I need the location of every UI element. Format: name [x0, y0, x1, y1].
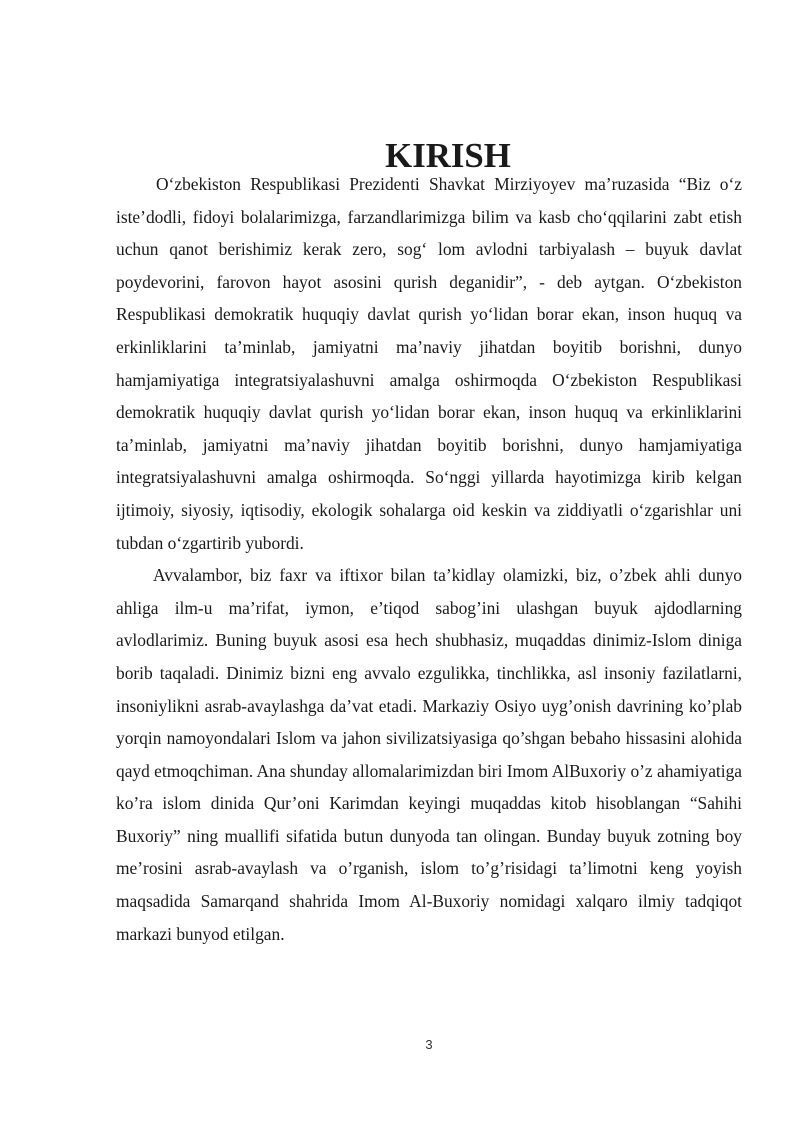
paragraph-2: Avvalambor, biz faxr va iftixor bilan ta’kidlay olamizki, biz, o’zbek ahli dunyo ahliga ilm-u ma’rifat, iymon, e’tiqod sabog’ini ulashgan buyuk ajdodlarning avlodlarimiz. Buning buyuk asosi esa hech shubhasiz, muqaddas dinimiz-Islom diniga borib taqaladi. Dinimiz bizni eng avvalo ezgulikka, tinchlikka, asl insoniy fazilatlarni, insoniylikni asrab-avaylashga da’vat etadi. Markaziy Osiyo uyg’onish davrining ko’plab yorqin namoyondalari Islom va jahon sivilizatsiyasiga qo’shgan bebaho hissasini alohida qayd etmoqchiman. Ana shunday allomalarimizdan biri Imom AlBuxoriy o’z ahamiyatiga ko’ra islom dinida Qur’oni Karimdan keyingi muqaddas kitob hisoblangan “Sahihi Buxoriy” ning muallifi sifatida butun dunyoda tan olingan. Bunday buyuk zotning boy me’rosini asrab-avaylash va o’rganish, islom to’g’risidagi ta’limotni keng yoyish maqsadida Samarqand shahrida Imom Al-Buxoriy nomidagi xalqaro ilmiy tadqiqot markazi bunyod etilgan.	[116, 565, 742, 944]
section-heading: KIRISH	[385, 136, 511, 175]
paragraph-1: O‘zbekiston Respublikasi Prezidenti Shavkat Mirziyoyev ma’ruzasida “Biz o‘z iste’dodli, fidoyi bolalarimizga, farzandlarimizga bilim va kasb cho‘qqilarini zabt etish uchun qanot berishimiz kerak zero, sog‘ lom avlodni tarbiyalash – buyuk davlat poydevorini, farovon hayot asosini qurish deganidir”, - deb aytgan. O‘zbekiston Respublikasi demokratik huquqiy davlat qurish yo‘lidan borar ekan, inson huquq va erkinliklarini ta’minlab, jamiyatni ma’naviy jihatdan boyitib borishni, dunyo hamjamiyatiga integratsiyalashuvni amalga oshirmoqda O‘zbekiston Respublikasi demokratik huquqiy davlat qurish yo‘lidan borar ekan, inson huquq va erkinliklarini ta’minlab, jamiyatni ma’naviy jihatdan boyitib borishni, dunyo hamjamiyatiga integratsiyalashuvni amalga oshirmoqda. So‘nggi yillarda hayotimizga kirib kelgan ijtimoiy, siyosiy, iqtisodiy, ekologik sohalarga oid keskin va ziddiyatli o‘zgarishlar uni tubdan o‘zgartirib yubordi.	[116, 174, 742, 553]
document-body	[116, 136, 742, 950]
page-number: 3	[425, 1037, 433, 1052]
